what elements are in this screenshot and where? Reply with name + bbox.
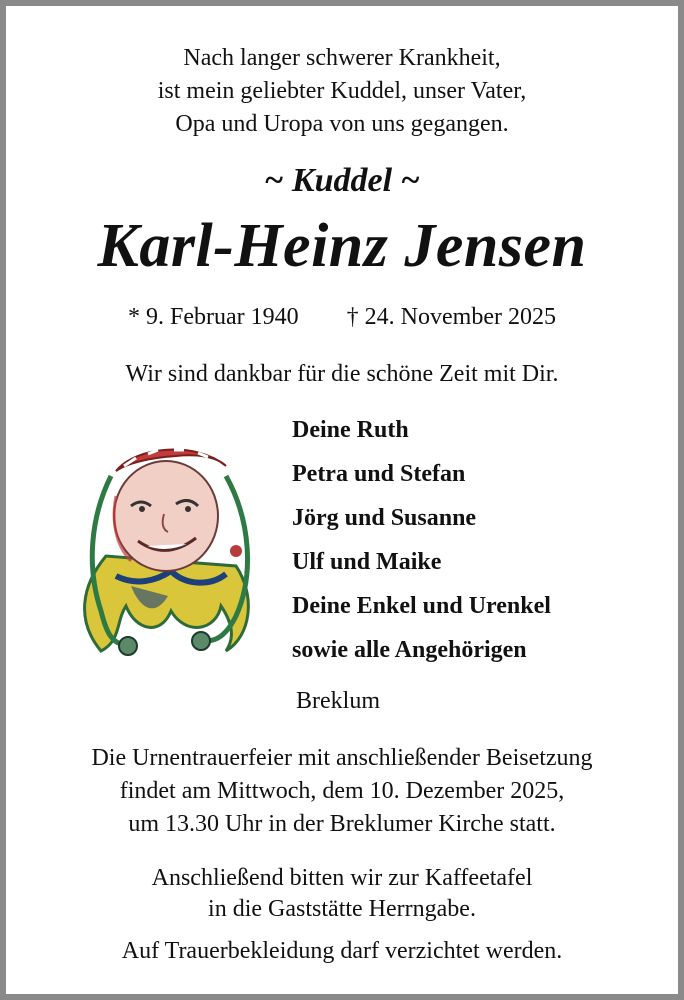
ceremony-line: um 13.30 Uhr in der Breklumer Kirche statt. — [128, 811, 556, 837]
intro-line: ist mein geliebter Kuddel, unser Vater, — [157, 78, 527, 104]
intro-line: Nach langer schwerer Krankheit, — [183, 45, 501, 71]
intro-line: Opa und Uropa von uns gegangen. — [175, 111, 509, 137]
intro-text — [6, 42, 678, 141]
obituary-notice — [6, 6, 678, 994]
nickname: ~ Kuddel ~ — [264, 162, 420, 199]
reception-text — [6, 863, 678, 925]
ceremony-line: findet am Mittwoch, dem 10. Dezember 2025, — [119, 778, 565, 804]
family-list — [292, 408, 551, 672]
life-dates — [6, 304, 678, 331]
death-date: † 24. November 2025 — [346, 304, 556, 330]
ceremony-line: Die Urnentrauerfeier mit anschließender Beisetzung — [91, 745, 593, 771]
family-member: Jörg und Susanne — [292, 505, 477, 531]
place: Breklum — [296, 688, 380, 714]
thanks-text: Wir sind dankbar für die schöne Zeit mit Dir. — [125, 361, 559, 387]
family-member: Ulf und Maike — [292, 549, 442, 575]
reception-line: Anschließend bitten wir zur Kaffeetafel — [151, 865, 533, 891]
birth-date: * 9. Februar 1940 — [128, 304, 299, 330]
family-member: sowie alle Angehörigen — [292, 637, 527, 663]
family-member: Petra und Stefan — [292, 461, 466, 487]
closing-text: Auf Trauerbekleidung darf verzichtet werden. — [121, 938, 563, 964]
jester-mask-illustration — [76, 436, 261, 666]
family-member: Deine Enkel und Urenkel — [292, 593, 551, 619]
ceremony-text — [6, 742, 678, 841]
family-member: Deine Ruth — [292, 417, 409, 443]
deceased-name: Karl-Heinz Jensen — [97, 212, 587, 280]
reception-line: in die Gaststätte Herrngabe. — [208, 896, 476, 922]
